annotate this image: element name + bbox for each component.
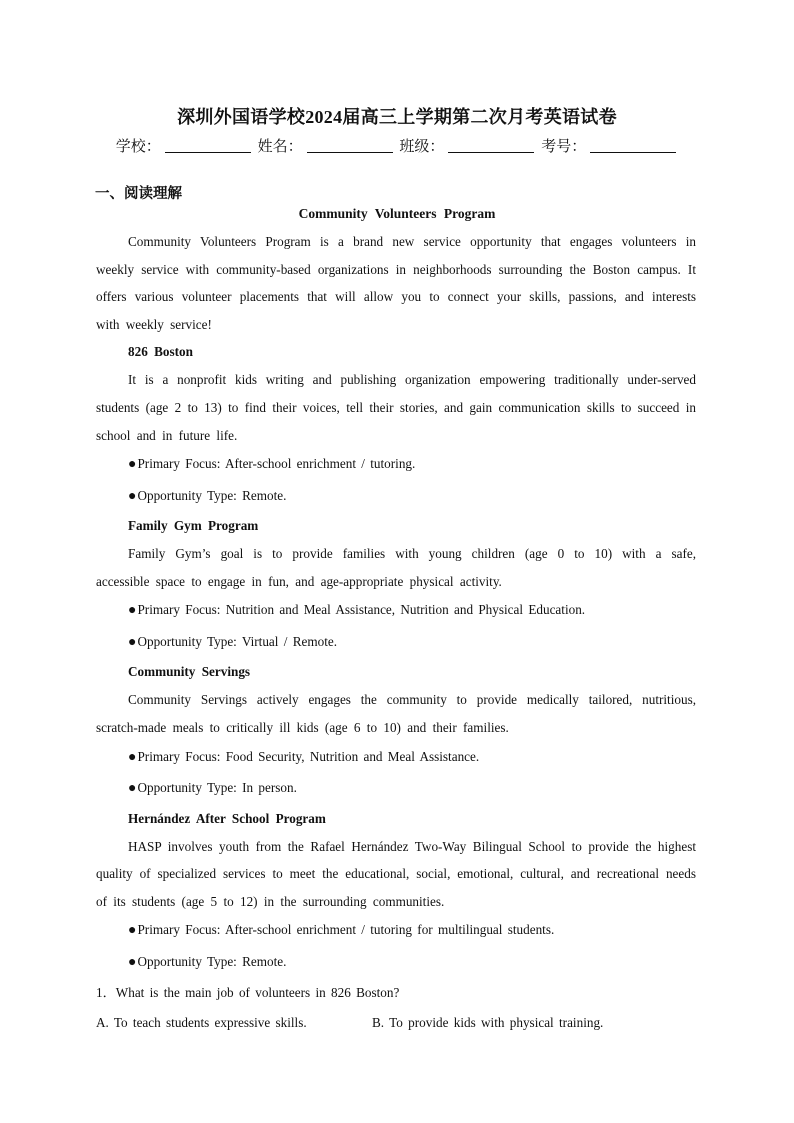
black-circle-bullet-icon: ● (128, 954, 137, 970)
program-heading-community-servings: Community Servings (128, 664, 251, 680)
school-label: 学校： (115, 137, 161, 155)
school-blank[interactable] (165, 138, 251, 153)
question-number: 1． (96, 985, 116, 1001)
black-circle-bullet-icon: ● (128, 603, 137, 619)
program-heading-family-gym: Family Gym Program (128, 518, 259, 534)
program-focus-hasp (96, 915, 696, 947)
exam-title: 深圳外国语学校2024届高三上学期第二次月考英语试卷 (177, 107, 617, 127)
option-b[interactable]: B. To provide kids with physical training. (372, 1015, 604, 1031)
passage-title: Community Volunteers Program (298, 206, 496, 221)
focus-text: Primary Focus: Nutrition and Meal Assistance, Nutrition and Physical Education. (137, 602, 586, 618)
question-1-options (96, 1008, 696, 1038)
focus-text: Primary Focus: Food Security, Nutrition and Meal Assistance. (137, 748, 480, 764)
class-label: 班级： (399, 137, 445, 155)
program-heading-hasp: Hernández After School Program (128, 810, 326, 826)
type-text: Opportunity Type: In person. (137, 780, 297, 796)
exam-number-blank[interactable] (590, 138, 676, 153)
program-focus-826-boston (96, 449, 696, 481)
black-circle-bullet-icon: ● (128, 781, 137, 797)
focus-text: Primary Focus: After-school enrichment / tutoring. (137, 456, 416, 472)
black-circle-bullet-icon: ● (128, 457, 137, 473)
program-desc-community-servings: Community Servings actively engages the community to provide medically tailored, nutritious, scratch-made meals to critically ill kids (age 6 to 10) and their families. (96, 692, 696, 735)
program-type-community-servings (96, 773, 696, 805)
program-type-hasp (96, 947, 696, 979)
type-text: Opportunity Type: Remote. (137, 487, 287, 503)
black-circle-bullet-icon: ● (128, 634, 137, 650)
student-info-line (0, 135, 794, 156)
black-circle-bullet-icon: ● (128, 923, 137, 939)
program-desc-826-boston: It is a nonprofit kids writing and publishing organization empowering traditionally under-served students (age 2 to 13) to find their voices, tell their stories, and gain communication skills to succeed in school and in future life. (96, 372, 696, 443)
class-blank[interactable] (448, 138, 534, 153)
exam-number-label: 考号： (541, 137, 587, 155)
section-title: 一、阅读理解 (95, 186, 182, 202)
passage-body (96, 228, 696, 1038)
type-text: Opportunity Type: Virtual / Remote. (137, 633, 338, 649)
type-text: Opportunity Type: Remote. (137, 953, 287, 969)
name-blank[interactable] (307, 138, 393, 153)
program-focus-community-servings (96, 742, 696, 774)
program-type-826-boston (96, 481, 696, 513)
program-desc-hasp: HASP involves youth from the Rafael Hernández Two-Way Bilingual School to provide the highest quality of specialized services to meet the educational, social, emotional, cultural, and recreational needs of its students (age 5 to 12) in the surrounding communities. (96, 838, 696, 909)
question-text: What is the main job of volunteers in 826 Boston? (115, 985, 400, 1001)
black-circle-bullet-icon: ● (128, 749, 137, 765)
program-desc-family-gym: Family Gym’s goal is to provide families with young children (age 0 to 10) with a safe, accessible space to engage in fun, and age-appropriate physical activity. (96, 546, 696, 589)
question-1 (96, 978, 696, 1008)
black-circle-bullet-icon: ● (128, 488, 137, 504)
intro-paragraph: Community Volunteers Program is a brand new service opportunity that engages volunteers in weekly service with community-based organizations in neighborhoods surrounding the Boston campus. It offers various volunteer placements that will allow you to connect your skills, passions, and interests with weekly service! (96, 234, 696, 332)
program-heading-826-boston: 826 Boston (128, 344, 193, 360)
name-label: 姓名： (257, 137, 303, 155)
program-type-family-gym (96, 627, 696, 659)
program-focus-family-gym (96, 595, 696, 627)
focus-text: Primary Focus: After-school enrichment / tutoring for multilingual students. (137, 922, 555, 938)
option-a[interactable]: A. To teach students expressive skills. (96, 1015, 307, 1031)
